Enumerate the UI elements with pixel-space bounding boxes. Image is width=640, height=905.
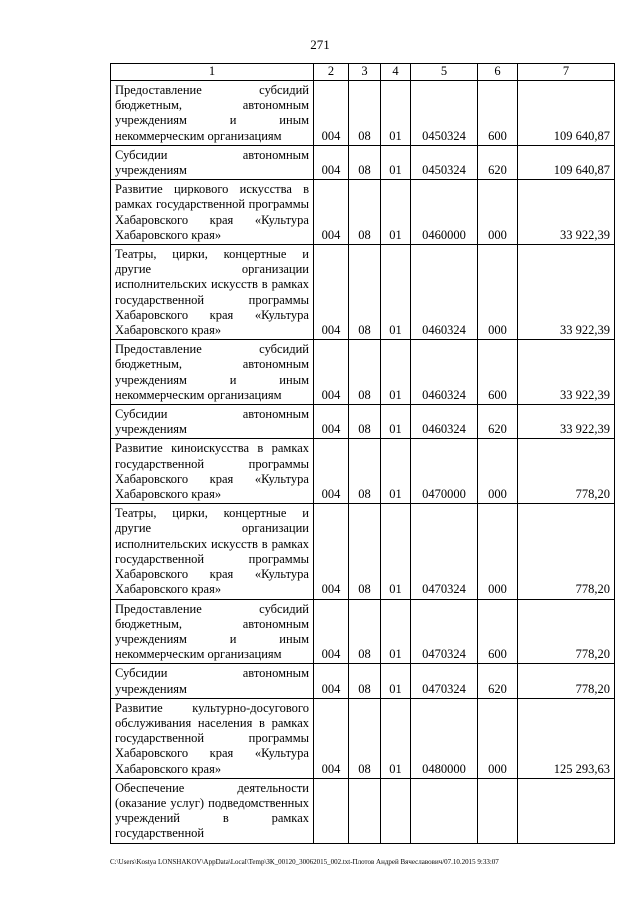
row-name-cell: Субсидии автономным учреждениям [111, 664, 314, 698]
row-target-code-cell: 0470324 [411, 504, 478, 599]
row-target-code-cell: 0450324 [411, 81, 478, 146]
budget-table [110, 63, 615, 844]
row-code-cell: 004 [314, 504, 349, 599]
header-cell-1: 1 [111, 64, 314, 81]
row-amount-cell: 778,20 [518, 599, 615, 664]
row-section-cell: 08 [349, 504, 381, 599]
row-target-code-cell [411, 778, 478, 843]
row-subsection-cell: 01 [381, 145, 411, 179]
row-expense-type-cell: 000 [478, 504, 518, 599]
row-subsection-cell: 01 [381, 245, 411, 340]
row-code-cell: 004 [314, 405, 349, 439]
row-section-cell: 08 [349, 405, 381, 439]
row-name-cell: Предоставление субсидий бюджетным, автономным учреждениям и иным некоммерческим организациям [111, 340, 314, 405]
row-section-cell: 08 [349, 340, 381, 405]
row-section-cell: 08 [349, 599, 381, 664]
row-expense-type-cell: 620 [478, 145, 518, 179]
header-cell-5: 5 [411, 64, 478, 81]
row-expense-type-cell: 000 [478, 245, 518, 340]
row-target-code-cell: 0460324 [411, 245, 478, 340]
row-amount-cell: 33 922,39 [518, 405, 615, 439]
row-expense-type-cell [478, 778, 518, 843]
row-section-cell: 08 [349, 145, 381, 179]
row-target-code-cell: 0470000 [411, 439, 478, 504]
table-row [111, 145, 615, 179]
row-subsection-cell: 01 [381, 599, 411, 664]
row-amount-cell: 109 640,87 [518, 145, 615, 179]
row-subsection-cell: 01 [381, 81, 411, 146]
row-subsection-cell: 01 [381, 405, 411, 439]
row-subsection-cell: 01 [381, 664, 411, 698]
row-code-cell: 004 [314, 664, 349, 698]
row-name-cell: Развитие киноискусства в рамках государственной программы Хабаровского края «Культура Хабаровского края» [111, 439, 314, 504]
row-subsection-cell: 01 [381, 504, 411, 599]
row-expense-type-cell: 000 [478, 180, 518, 245]
row-amount-cell: 109 640,87 [518, 81, 615, 146]
row-name-cell: Театры, цирки, концертные и другие организации исполнительских искусств в рамках государственной программы Хабаровского края «Культура Хабаровского края» [111, 504, 314, 599]
table-row [111, 180, 615, 245]
header-cell-3: 3 [349, 64, 381, 81]
row-name-cell: Субсидии автономным учреждениям [111, 145, 314, 179]
row-amount-cell [518, 778, 615, 843]
row-expense-type-cell: 600 [478, 599, 518, 664]
row-expense-type-cell: 000 [478, 439, 518, 504]
table-row [111, 664, 615, 698]
header-cell-2: 2 [314, 64, 349, 81]
row-name-cell: Обеспечение деятельности (оказание услуг) подведомственных учреждений в рамках государственной [111, 778, 314, 843]
row-section-cell: 08 [349, 439, 381, 504]
table-row [111, 698, 615, 778]
row-expense-type-cell: 000 [478, 698, 518, 778]
row-target-code-cell: 0470324 [411, 664, 478, 698]
row-section-cell: 08 [349, 180, 381, 245]
row-name-cell: Предоставление субсидий бюджетным, автономным учреждениям и иным некоммерческим организациям [111, 599, 314, 664]
row-code-cell: 004 [314, 698, 349, 778]
row-subsection-cell: 01 [381, 340, 411, 405]
file-path-footer: C:\Users\Kostya LONSHAKOV\AppData\Local\Temp\ЗК_00120_30062015_002.txt-Плотов Андрей Вячеславович/07.10.2015 9:33:07 [110, 858, 499, 866]
row-subsection-cell: 01 [381, 439, 411, 504]
row-expense-type-cell: 600 [478, 340, 518, 405]
row-subsection-cell: 01 [381, 698, 411, 778]
row-target-code-cell: 0480000 [411, 698, 478, 778]
budget-table-body [111, 64, 615, 844]
row-expense-type-cell: 600 [478, 81, 518, 146]
row-amount-cell: 33 922,39 [518, 340, 615, 405]
row-code-cell: 004 [314, 145, 349, 179]
header-cell-4: 4 [381, 64, 411, 81]
row-target-code-cell: 0450324 [411, 145, 478, 179]
row-section-cell: 08 [349, 698, 381, 778]
table-row [111, 405, 615, 439]
row-amount-cell: 778,20 [518, 664, 615, 698]
row-name-cell: Театры, цирки, концертные и другие организации исполнительских искусств в рамках государственной программы Хабаровского края «Культура Хабаровского края» [111, 245, 314, 340]
page-number: 271 [310, 37, 330, 52]
header-cell-6: 6 [478, 64, 518, 81]
row-code-cell [314, 778, 349, 843]
row-section-cell [349, 778, 381, 843]
row-amount-cell: 778,20 [518, 504, 615, 599]
row-section-cell: 08 [349, 664, 381, 698]
row-target-code-cell: 0460324 [411, 405, 478, 439]
row-amount-cell: 125 293,63 [518, 698, 615, 778]
table-row [111, 340, 615, 405]
row-code-cell: 004 [314, 439, 349, 504]
row-name-cell: Субсидии автономным учреждениям [111, 405, 314, 439]
table-row [111, 778, 615, 843]
row-code-cell: 004 [314, 599, 349, 664]
table-row [111, 504, 615, 599]
table-row [111, 81, 615, 146]
row-code-cell: 004 [314, 245, 349, 340]
row-amount-cell: 33 922,39 [518, 245, 615, 340]
row-name-cell: Развитие культурно-досугового обслуживания населения в рамках государственной программы Хабаровского края «Культура Хабаровского края» [111, 698, 314, 778]
header-row [111, 64, 615, 81]
row-code-cell: 004 [314, 180, 349, 245]
row-section-cell: 08 [349, 245, 381, 340]
row-target-code-cell: 0470324 [411, 599, 478, 664]
row-expense-type-cell: 620 [478, 405, 518, 439]
row-amount-cell: 33 922,39 [518, 180, 615, 245]
table-row [111, 599, 615, 664]
row-code-cell: 004 [314, 340, 349, 405]
row-amount-cell: 778,20 [518, 439, 615, 504]
row-code-cell: 004 [314, 81, 349, 146]
row-expense-type-cell: 620 [478, 664, 518, 698]
header-cell-7: 7 [518, 64, 615, 81]
table-row [111, 439, 615, 504]
row-section-cell: 08 [349, 81, 381, 146]
row-name-cell: Развитие циркового искусства в рамках государственной программы Хабаровского края «Культура Хабаровского края» [111, 180, 314, 245]
row-name-cell: Предоставление субсидий бюджетным, автономным учреждениям и иным некоммерческим организациям [111, 81, 314, 146]
row-subsection-cell [381, 778, 411, 843]
row-target-code-cell: 0460000 [411, 180, 478, 245]
row-target-code-cell: 0460324 [411, 340, 478, 405]
table-row [111, 245, 615, 340]
row-subsection-cell: 01 [381, 180, 411, 245]
